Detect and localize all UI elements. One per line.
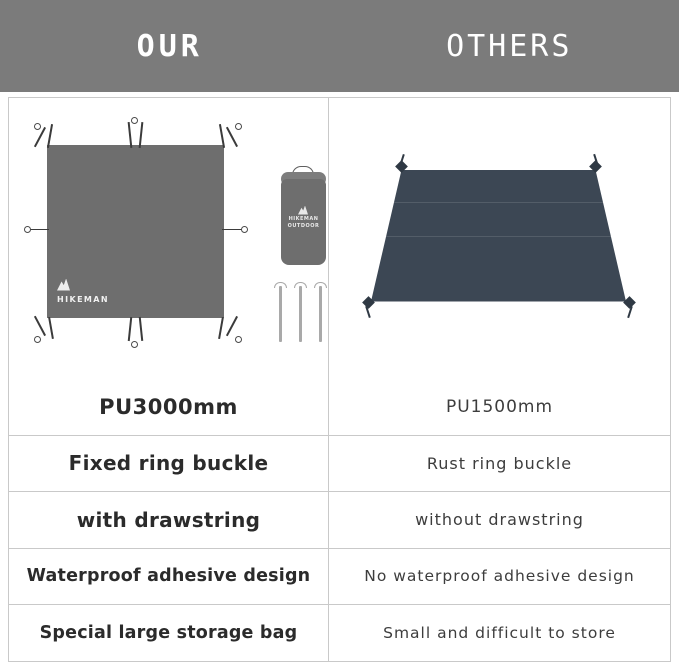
tarp-seam bbox=[381, 236, 617, 237]
header-bar bbox=[0, 0, 679, 92]
guy-line bbox=[226, 315, 238, 335]
mountain-logo-icon bbox=[57, 279, 70, 291]
guy-line bbox=[34, 315, 46, 335]
table-row bbox=[9, 549, 670, 606]
ring-buckle-icon bbox=[34, 336, 41, 343]
ring-buckle-icon bbox=[24, 226, 31, 233]
header-title-ours: OUR bbox=[136, 28, 203, 64]
guy-line bbox=[139, 316, 143, 340]
header-cell-ours bbox=[0, 0, 340, 92]
guy-line bbox=[128, 316, 132, 340]
ring-buckle-icon bbox=[34, 123, 41, 130]
spec-others-waterproof: PU1500mm bbox=[445, 396, 554, 417]
tarp-seam bbox=[389, 202, 609, 203]
tent-stakes-icon bbox=[319, 286, 322, 342]
header-cell-others bbox=[340, 0, 679, 92]
guy-line bbox=[222, 229, 242, 231]
product-image-ours bbox=[9, 98, 329, 378]
spec-ours-drawstring: with drawstring bbox=[9, 492, 329, 548]
table-row bbox=[9, 436, 670, 493]
guy-line bbox=[29, 229, 49, 231]
table-row bbox=[9, 605, 670, 662]
table-row-images bbox=[9, 98, 670, 379]
ring-buckle-icon bbox=[235, 123, 242, 130]
sack-brand-text: HIKEMAN bbox=[288, 215, 319, 222]
spec-others-drawstring: without drawstring bbox=[415, 510, 584, 530]
spec-ours-buckle: Fixed ring buckle bbox=[9, 436, 329, 492]
spec-others-storage: Small and difficult to store bbox=[383, 623, 616, 642]
header-title-others: OTHERS bbox=[446, 28, 573, 64]
ring-buckle-icon bbox=[241, 226, 248, 233]
sack-sub-text: OUTDOOR bbox=[287, 222, 320, 229]
spec-others-adhesive: No waterproof adhesive design bbox=[364, 567, 635, 586]
guy-line bbox=[48, 317, 53, 339]
table-row bbox=[9, 492, 670, 549]
ring-buckle-icon bbox=[235, 336, 242, 343]
guy-line bbox=[218, 317, 223, 339]
tent-stakes-icon bbox=[279, 286, 282, 342]
ring-buckle-icon bbox=[131, 117, 138, 124]
spec-others-buckle: Rust ring buckle bbox=[426, 453, 573, 473]
spec-ours-adhesive: Waterproof adhesive design bbox=[9, 549, 329, 605]
ring-buckle-icon bbox=[131, 341, 138, 348]
sack-brand-label bbox=[285, 216, 322, 230]
table-row bbox=[9, 379, 670, 436]
product-image-others bbox=[329, 98, 670, 378]
grey-tarp-icon bbox=[47, 145, 224, 318]
spec-ours-storage: Special large storage bag bbox=[9, 605, 329, 661]
comparison-table bbox=[8, 97, 671, 662]
tent-stakes-icon bbox=[299, 286, 302, 342]
spec-ours-waterproof: PU3000mm bbox=[9, 379, 329, 435]
tarp-brand-label: HIKEMAN bbox=[57, 294, 109, 304]
